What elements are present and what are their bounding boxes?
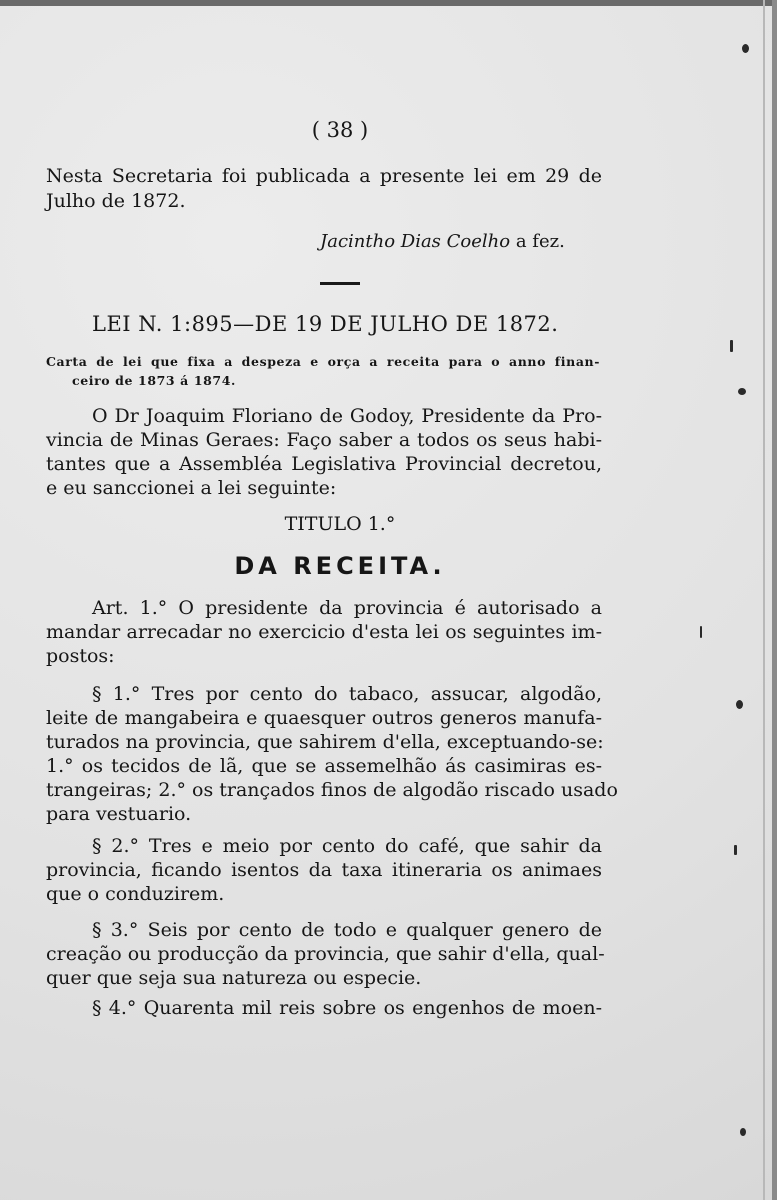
law-summary-line: ceiro de 1873 á 1874. [72,373,236,388]
law-title: LEI N. 1:895—DE 19 DE JULHO DE 1872. [92,312,559,336]
ink-speck [740,1128,746,1136]
ink-speck [730,340,733,352]
page-edge-top [0,0,777,6]
publication-note-line: Nesta Secretaria foi publicada a presente lei em 29 de [46,165,602,187]
preamble-line: e eu sanccionei a lei seguinte: [46,477,337,499]
ink-speck [734,845,737,855]
article-line: Art. 1.° O presidente da provincia é autorisado a [92,597,602,619]
article-line: postos: [46,645,115,667]
paragraph-line: § 1.° Tres por cento do tabaco, assucar, algodão, [92,683,602,705]
paragraph-line: § 2.° Tres e meio por cento do café, que sahir da [92,835,602,857]
preamble-line: vincia de Minas Geraes: Faço saber a todos os seus habi- [46,429,602,451]
titulo-heading: TITULO 1.° [284,513,396,535]
page-number: ( 38 ) [311,118,369,142]
signature-suffix: a fez. [515,231,565,252]
paragraph-line: turados na provincia, que sahirem d'ella, exceptuando-se: [46,731,604,753]
paragraph-line: provincia, ficando isentos da taxa itineraria os animaes [46,859,602,881]
ink-speck [738,388,746,395]
paragraph-line: 1.° os tecidos de lã, que se assemelhão ás casimiras es- [46,755,602,777]
article-line: mandar arrecadar no exercicio d'esta lei os seguintes im- [46,621,602,643]
ink-speck [700,626,702,638]
signature-name: Jacintho Dias Coelho [320,231,511,252]
ink-speck [742,44,749,53]
page-edge-right-shadow [763,0,765,1200]
section-heading: DA RECEITA. [234,552,446,580]
preamble-line: O Dr Joaquim Floriano de Godoy, Presidente da Pro- [92,405,602,427]
ink-speck [736,700,743,709]
paragraph-line: creação ou producção da provincia, que sahir d'ella, qual- [46,943,605,965]
law-summary-line: Carta de lei que fixa a despeza e orça a receita para o anno finan- [46,354,600,369]
paragraph-line: que o conduzirem. [46,883,225,905]
paragraph-line: trangeiras; 2.° os trançados finos de algodão riscado usado [46,779,618,801]
publication-note-line: Julho de 1872. [46,190,186,212]
preamble-line: tantes que a Assembléa Legislativa Provincial decretou, [46,453,602,475]
paragraph-line: § 3.° Seis por cento de todo e qualquer genero de [92,919,602,941]
signature [320,231,565,252]
paragraph-line: quer que seja sua natureza ou especie. [46,967,422,989]
separator-rule [320,282,360,285]
paragraph-line: § 4.° Quarenta mil reis sobre os engenhos de moen- [92,997,602,1019]
paragraph-line: leite de mangabeira e quaesquer outros generos manufa- [46,707,602,729]
paragraph-line: para vestuario. [46,803,192,825]
page-edge-right [772,0,777,1200]
